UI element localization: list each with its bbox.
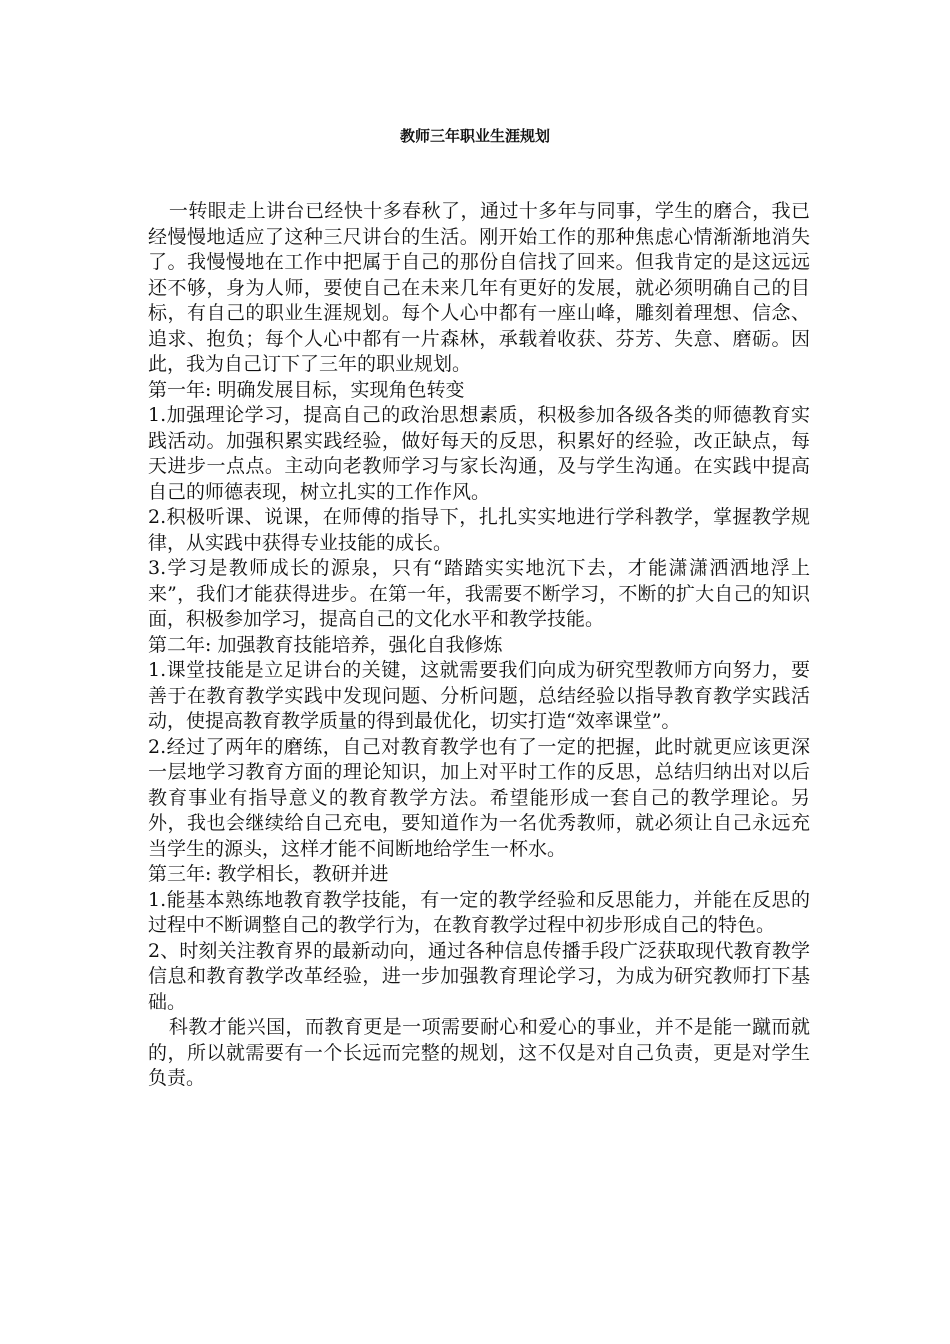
intro-paragraph: 一转眼走上讲台已经快十多春秋了，通过十多年与同事，学生的磨合，我已经慢慢地适应了这种三尺讲台的生活。刚开始工作的那种焦虑心情渐渐地消失了。我慢慢地在工作中把属于自己的那份自信找了回来。但我肯定的是这远远还不够，身为人师，要使自己在未来几年有更好的发展，就必须明确自己的目标，有自己的职业生涯规划。每个人心中都有一座山峰，雕刻着理想、信念、追求、抱负；每个人心中都有一片森林，承载着收获、芬芳、失意、磨砺。因此，我为自己订下了三年的职业规划。 (148, 200, 810, 375)
document-body (148, 199, 810, 1092)
document-title: 教师三年职业生涯规划 (399, 127, 550, 145)
year-three-item-2: 2、时刻关注教育界的最新动向，通过各种信息传播手段广泛获取现代教育教学信息和教育教学改革经验，进一步加强教育理论学习，为成为研究教师打下基础。 (148, 939, 810, 1013)
year-two-item-1: 1.课堂技能是立足讲台的关键，这就需要我们向成为研究型教师方向努力，要善于在教育教学实践中发现问题、分析问题，总结经验以指导教育教学实践活动，使提高教育教学质量的得到最优化，切实打造“效率课堂”。 (148, 659, 810, 732)
year-three-heading: 第三年: 教学相长，教研并进 (148, 863, 389, 885)
year-one-item-3: 3.学习是教师成长的源泉，只有“踏踏实实地沉下去，才能潇潇洒洒地浮上来”，我们才能获得进步。在第一年，我需要不断学习，不断的扩大自己的知识面，积极参加学习，提高自己的文化水平和教学技能。 (148, 557, 810, 630)
closing-paragraph: 科教才能兴国，而教育更是一项需要耐心和爱心的事业，并不是能一蹴而就的，所以就需要有一个长远而完整的规划，这不仅是对自己负责，更是对学生负责。 (148, 1016, 810, 1089)
year-one-item-1: 1.加强理论学习，提高自己的政治思想素质，积极参加各级各类的师德教育实践活动。加强积累实践经验，做好每天的反思，积累好的经验，改正缺点，每天进步一点点。主动向老教师学习与家长沟通，及与学生沟通。在实践中提高自己的师德表现，树立扎实的工作作风。 (148, 404, 810, 503)
year-three-item-1: 1.能基本熟练地教育教学技能，有一定的教学经验和反思能力，并能在反思的过程中不断调整自己的教学行为，在教育教学过程中初步形成自己的特色。 (148, 888, 810, 936)
year-two-heading: 第二年: 加强教育技能培养，强化自我修炼 (148, 633, 503, 656)
year-one-item-2: 2.积极听课、说课，在师傅的指导下，扎扎实实地进行学科教学，掌握教学规律，从实践中获得专业技能的成长。 (148, 506, 810, 554)
year-two-item-2: 2.经过了两年的磨练，自己对教育教学也有了一定的把握，此时就更应该更深一层地学习教育方面的理论知识，加上对平时工作的反思，总结归纳出对以后教育事业有指导意义的教育教学方法。希望能形成一套自己的教学理论。另外，我也会继续给自己充电，要知道作为一名优秀教师，就必须让自己永远充当学生的源头，这样才能不间断地给学生一杯水。 (148, 735, 810, 860)
year-one-heading: 第一年: 明确发展目标，实现角色转变 (148, 378, 465, 401)
